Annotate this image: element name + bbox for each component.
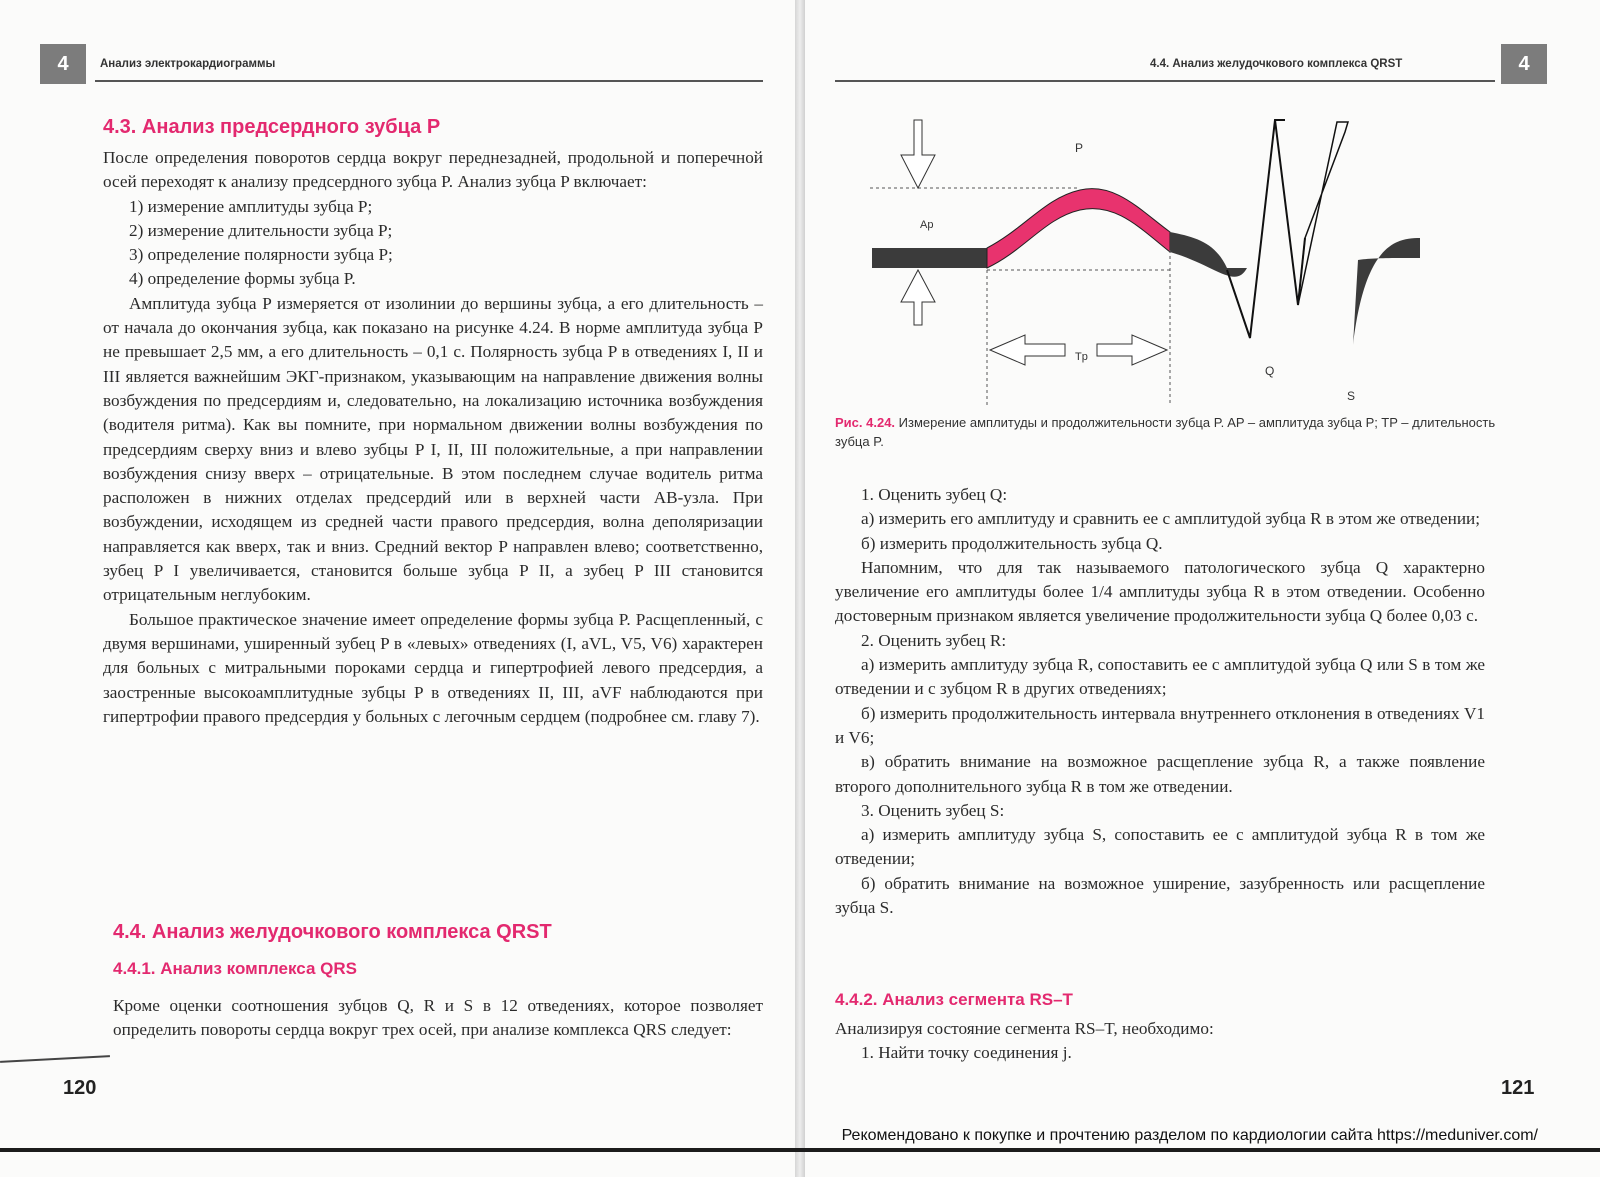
list-item: 1. Найти точку соединения j. <box>861 1043 1072 1063</box>
label-tp: Tp <box>1075 351 1088 363</box>
left-page <box>0 0 795 1177</box>
list-item: 2. Оценить зубец R: <box>861 630 1007 650</box>
label-p: P <box>1075 141 1084 155</box>
arrow-down-icon <box>901 120 935 188</box>
isoline-segment <box>872 248 987 268</box>
caption-text: Измерение амплитуды и продолжительности зубца P. AP – амплитуда зубца P; TP – длительность зубца P. <box>835 415 1496 449</box>
label-q: Q <box>1265 364 1275 378</box>
list-item: Напомним, что для так называемого патологического зубца Q характерно увеличение его амплитуды более 1/4 амплитуды зубца R в этом отведении. Особенно достоверным признаком является увеличение продолжительности зубца Q более 0,03 с. <box>835 557 1485 626</box>
caption-label: Рис. 4.24. <box>835 415 896 430</box>
paragraph: Анализируя состояние сегмента RS–T, необходимо: <box>835 1019 1214 1038</box>
r-wave <box>1298 122 1348 305</box>
ecg-figure <box>865 110 1425 410</box>
arrow-right-icon <box>1097 335 1167 365</box>
arrow-left-icon <box>990 335 1065 365</box>
body-text <box>835 483 1485 920</box>
list-item: 3. Оценить зубец S: <box>861 800 1005 820</box>
header-rule <box>95 80 763 82</box>
label-s: S <box>1347 389 1356 403</box>
pr-segment <box>1170 232 1247 277</box>
list-item: в) обратить внимание на возможное расщепление зубца R, а также появление второго дополнительного зубца R в том же отведении. <box>835 752 1485 796</box>
chapter-tab: 4 <box>1501 44 1547 84</box>
section-heading: 4.3. Анализ предсердного зубца P <box>103 116 441 138</box>
paragraph: После определения поворотов сердца вокруг переднезадней, продольной и поперечной осей переходят к анализу предсердного зубца P. Анализ зубца P включает: <box>103 148 763 192</box>
scan-artifact <box>0 1055 110 1063</box>
list-item: 2) измерение длительности зубца P; <box>129 220 393 240</box>
body-text <box>835 1017 1485 1066</box>
body-text <box>113 994 763 1043</box>
list-item: 1) измерение амплитуды зубца P; <box>129 196 373 216</box>
p-wave <box>987 189 1170 268</box>
list-item: а) измерить его амплитуду и сравнить ее с амплитудой зубца R в этом же отведении; <box>861 509 1481 529</box>
list-item: б) измерить продолжительность зубца Q. <box>861 533 1163 553</box>
subsection-heading: 4.4.2. Анализ сегмента RS–T <box>835 990 1073 1009</box>
qrs-line <box>1227 120 1285 338</box>
paragraph: Большое практическое значение имеет определение формы зубца P. Расщепленный, с двумя вершинами, уширенный зубец P в «левых» отведениях (I, aVL, V5, V6) характерен для больных с митральными пороками сердца и гипертрофией левого предсердия, а заостренные высокоамплитудные зубцы P в отведениях II, III, aVF наблюдаются при гипертрофии правого предсердия у больных с легочным сердцем (подробнее см. главу 7). <box>103 609 763 726</box>
page-number: 120 <box>63 1077 97 1099</box>
p-wave-diagram <box>865 110 1425 410</box>
watermark-text: Рекомендовано к покупке и прочтению разделом по кардиологии сайта https://meduniver.com/ <box>841 1127 1538 1144</box>
scan-edge <box>0 1148 1600 1152</box>
body-text <box>103 146 763 729</box>
arrow-up-icon <box>901 270 935 325</box>
running-head: Анализ электрокардиограммы <box>100 58 276 70</box>
book-gutter <box>795 0 805 1177</box>
chapter-tab: 4 <box>40 44 86 84</box>
subsection-heading: 4.4.1. Анализ комплекса QRS <box>113 959 357 978</box>
list-item: б) обратить внимание на возможное уширение, зазубренность или расщепление зубца S. <box>835 873 1485 918</box>
list-item: а) измерить амплитуду зубца R, сопоставить ее с амплитудой зубца Q или S в том же отведении и с зубцом R в других отведениях; <box>835 655 1485 699</box>
list-item: а) измерить амплитуду зубца S, сопоставить ее с амплитудой зубца R в том же отведении; <box>835 825 1485 869</box>
label-ap: Ap <box>920 219 934 231</box>
list-item: 4) определение формы зубца P. <box>129 269 356 289</box>
page-number: 121 <box>1501 1077 1535 1099</box>
paragraph: Кроме оценки соотношения зубцов Q, R и S в 12 отведениях, которое позволяет определить повороты сердца вокруг трех осей, при анализе комплекса QRS следует: <box>113 996 763 1040</box>
section-heading: 4.4. Анализ желудочкового комплекса QRST <box>113 921 552 943</box>
paragraph: Амплитуда зубца P измеряется от изолинии до вершины зубца, а его длительность – от начала до окончания зубца, как показано на рисунке 4.24. В норме амплитуда зубца P не превышает 2,5 мм, а его длительность – 0,1 с. Полярность зубца P в отведениях I, II и III является важнейшим ЭКГ-признаком, указывающим на направление движения волны возбуждения по предсердиям и, следовательно, на локализацию источника возбуждения (водителя ритма). Как вы помните, при нормальном движении волны возбуждения по предсердиям сверху вниз и влево зубцы P I, II, III положительные, а при направлении возбуждения снизу вверх – отрицательные. В этом последнем случае водитель ритма расположен в нижних отделах предсердий или в верхней части АВ-узла. При возбуждении, исходящем из средней части правого предсердия, волна деполяризации направляется как вверх, так и вниз. Средний вектор P направлен влево; соответственно, зубец P I увеличивается, становится больше зубца P II, а зубец P III становится отрицательным неглубоким. <box>103 293 763 605</box>
list-item: 1. Оценить зубец Q: <box>861 485 1008 504</box>
figure-caption <box>835 413 1500 451</box>
running-head: 4.4. Анализ желудочкового комплекса QRST <box>1150 58 1403 70</box>
header-rule <box>835 80 1495 82</box>
list-item: б) измерить продолжительность интервала внутреннего отклонения в отведениях V1 и V6; <box>835 703 1485 747</box>
right-page <box>805 0 1600 1177</box>
list-item: 3) определение полярности зубца P; <box>129 245 393 265</box>
st-segment <box>1348 122 1420 345</box>
